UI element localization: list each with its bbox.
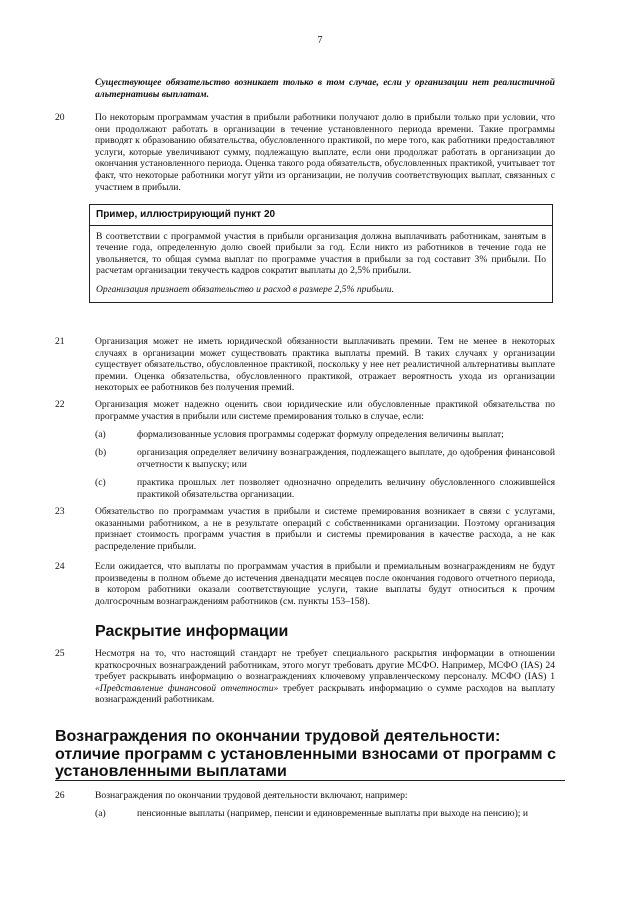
paragraph-number-23: 23 [55, 506, 65, 517]
example-box [89, 204, 553, 303]
paragraph-23: Обязательство по программам участия в прибыли и системе премирования возникает в связи с услугами, оказанными работником, а не в результате операций с собственниками организации. Поэтому организация признает стоимость программ участия в прибыли и системы премирования в качестве расхода, а не как распределение прибыли. [95, 506, 555, 552]
list-item-label: (a) [95, 429, 106, 440]
section-heading-disclosure: Раскрытие информации [95, 623, 289, 640]
list-item [95, 429, 555, 441]
list-item [95, 808, 555, 820]
example-title: Пример, иллюстрирующий пункт 20 [90, 205, 552, 226]
list-item-text: пенсионные выплаты (например, пенсии и единовременные выплаты при выходе на пенсию); и [137, 808, 528, 819]
paragraph-20: По некоторым программам участия в прибыли работники получают долю в прибыли только при условии, что они продолжают работать в организации в течение установленного периода времени. Такие программы приводят к образованию обязательства, обусловленного практикой, по мере того, как работники предоставляют услуги, которые увеличивают сумму, подлежащую выплате, если они продолжат работать в организации до окончания установленного периода. Оценка такого рода обязательств, обусловленных практикой, учитывает тот факт, что некоторые работники могут уйти из организации, не получив соответствующих выплат, связанных с участием в прибыли. [95, 112, 555, 193]
paragraph-25-text-end: требует раскрывать информацию о сумме расходов на выплату вознаграждений работникам. [95, 682, 555, 706]
paragraph-25-title-reference: «Представление финансовой отчетности» [95, 682, 279, 694]
list-item-label: (c) [95, 477, 106, 488]
list-item [95, 477, 555, 500]
intro-statement: Существующее обязательство возникает только в том случае, если у организации нет реалистичной альтернативы выплатам. [95, 77, 555, 100]
list-item-text: формализованные условия программы содержат формулу определения величины выплат; [137, 429, 504, 440]
paragraph-number-20: 20 [55, 112, 65, 123]
section-heading-post-employment: Вознаграждения по окончании трудовой деятельности: отличие программ с установленными взносами от программ с установленными выплатами [55, 728, 556, 780]
paragraph-25-text: Несмотря на то, что настоящий стандарт не требует специального раскрытия информации в отношении краткосрочных вознаграждений работникам, этого могут требовать другие МСФО. Например, МСФО (IAS) 24 требует раскрывать информацию о вознаграждениях ключевому управленческому персоналу. МСФО (IAS) 1 [95, 648, 555, 683]
example-conclusion: Организация признает обязательство и расход в размере 2,5% прибыли. [96, 283, 394, 295]
paragraph-22: Организация может надежно оценить свои юридические или обусловленные практикой обязательства по программе участия в прибыли или системе премирования только в случае, если: [95, 399, 555, 422]
paragraph-number-25: 25 [55, 648, 65, 659]
paragraph-24: Если ожидается, что выплаты по программам участия в прибыли и премиальным вознаграждениям не будут произведены в полном объеме до истечения двенадцати месяцев после окончания годового отчетного периода, в котором работники оказали соответствующие услуги, такие выплаты будут относиться к прочим долгосрочным вознаграждениям работников (см. пункты 153–158). [95, 561, 555, 607]
paragraph-26: Вознаграждения по окончании трудовой деятельности включают, например: [95, 790, 408, 801]
paragraph-number-26: 26 [55, 790, 65, 801]
paragraph-number-22: 22 [55, 399, 65, 410]
paragraph-21: Организация может не иметь юридической обязанности выплачивать премии. Тем не менее в некоторых случаях в организации может существовать практика выплаты премий. В таких случаях у организации существует обязательство, обусловленное практикой, поскольку у нее нет реалистичной альтернативы выплате премии. Оценка обязательства, обусловленного практикой, отражает вероятность ухода из организации некоторых ее работников без получения премий. [95, 336, 555, 394]
section-divider [55, 780, 565, 781]
list-item-text: организация определяет величину вознаграждения, подлежащего выплате, до одобрения финансовой отчетности к выпуску; или [137, 447, 555, 470]
paragraph-number-24: 24 [55, 561, 65, 572]
example-body: В соответствии с программой участия в прибыли организация должна выплачивать работникам, занятым в течение года, определенную долю своей прибыли за год. Если никто из работников в течение года не увольняется, то общая сумма выплат по программе участия в прибыли за год составит 3% прибыли. По расчетам организации текучесть кадров сократит выплаты до 2,5% прибыли. [96, 230, 546, 277]
paragraph-25 [95, 648, 555, 706]
page-number: 7 [317, 35, 323, 46]
list-item [95, 447, 555, 470]
paragraph-number-21: 21 [55, 336, 65, 347]
list-item-label: (b) [95, 447, 107, 458]
list-item-label: (a) [95, 808, 106, 819]
list-item-text: практика прошлых лет позволяет однозначно определить величину обусловленного сложившейся практикой обязательства организации. [137, 477, 555, 500]
